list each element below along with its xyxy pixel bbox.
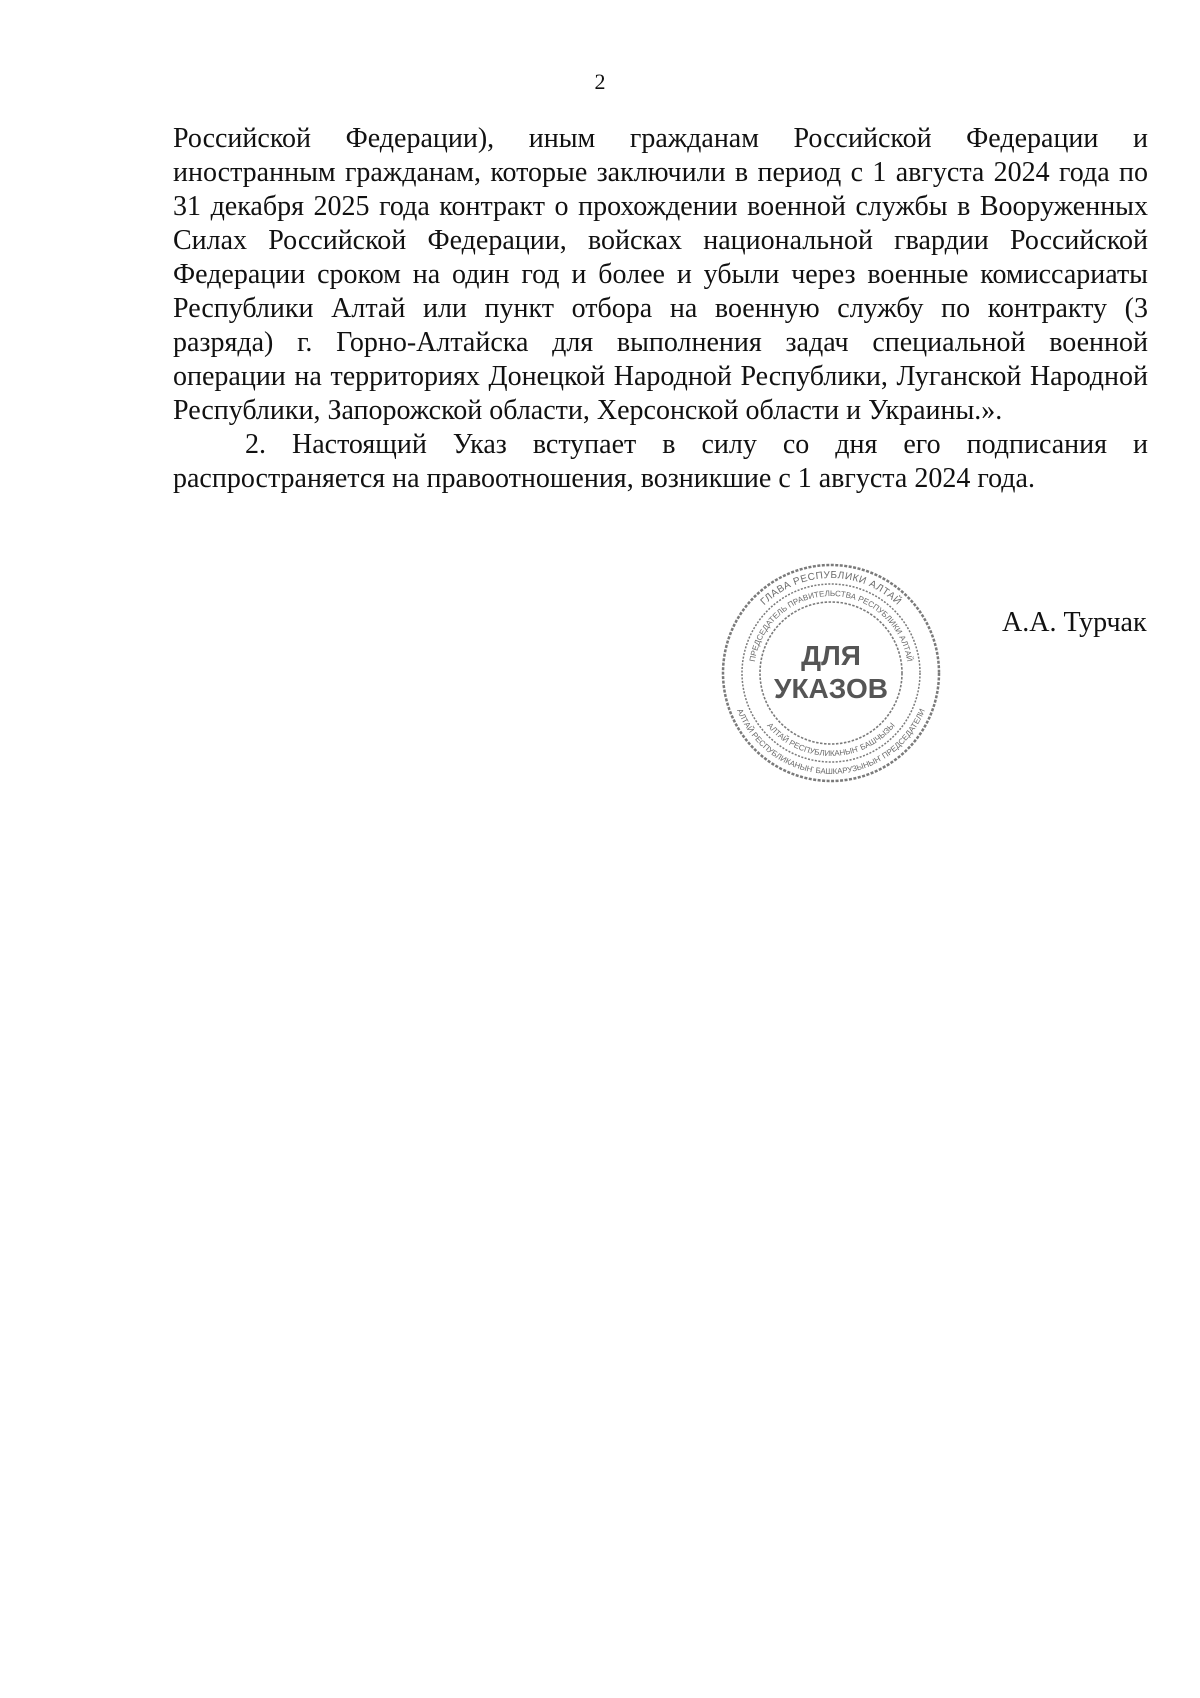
paragraph-item-2: 2. Настоящий Указ вступает в силу со дня его подписания и распространяется на правоотношения, возникшие с 1 августа 2024 года. bbox=[173, 429, 1148, 494]
seal-inner-bottom-text: АЛТАЙ РЕСПУБЛИКАНЫҤ БАШЧЫЗЫ bbox=[765, 720, 897, 759]
page-number: 2 bbox=[594, 69, 606, 94]
signatory-name: А.А. Турчак bbox=[1002, 607, 1147, 638]
seal-outer-bottom-text: АЛТАЙ РЕСПУБЛИКАНЫҤ БАШКАРУЗЫНЫҤ ПРЕДСЕДАТЕЛИ bbox=[735, 707, 927, 777]
document-body bbox=[173, 122, 1148, 496]
official-seal-stamp bbox=[718, 560, 944, 786]
paragraph-continuation: Российской Федерации), иным гражданам Российской Федерации и иностранным гражданам, которые заключили в период с 1 августа 2024 года по 31 декабря 2025 года контракт о прохождении военной службы в Вооруженных Силах Российской Федерации, войсках национальной гвардии Российской Федерации сроком на один год и более и убыли через военные комиссариаты Республики Алтай или пункт отбора на военную службу по контракту (3 разряда) г. Горно-Алтайска для выполнения задач специальной военной операции на территориях Донецкой Народной Республики, Луганской Народной Республики, Запорожской области, Херсонской области и Украины.». bbox=[173, 123, 1148, 426]
seal-graphic bbox=[718, 560, 944, 786]
seal-center-line-2: УКАЗОВ bbox=[774, 673, 888, 704]
seal-center-line-1: ДЛЯ bbox=[801, 640, 861, 671]
seal-outer-top-text: ГЛАВА РЕСПУБЛИКИ АЛТАЙ bbox=[758, 569, 904, 608]
seal-inner-top-text: ПРЕДСЕДАТЕЛЬ ПРАВИТЕЛЬСТВА РЕСПУБЛИКИ АЛТАЙ bbox=[747, 588, 915, 663]
